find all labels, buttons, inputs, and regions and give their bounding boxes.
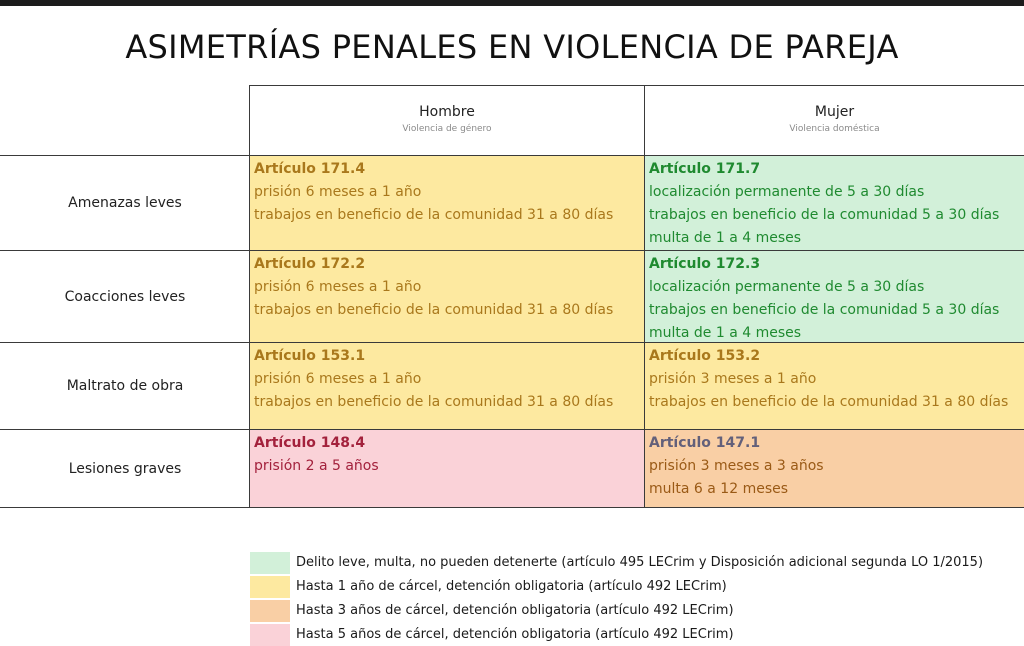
- grid-line: [0, 155, 1024, 156]
- column-header-hombre: [250, 86, 644, 154]
- penalty-line: trabajos en beneficio de la comunidad 31 a 80 días: [254, 302, 614, 318]
- article-label: Artículo 153.1: [254, 348, 366, 364]
- column-header-mujer: [645, 86, 1024, 154]
- page-title: ASIMETRÍAS PENALES EN VIOLENCIA DE PAREJA: [125, 28, 899, 66]
- penalty-line: multa 6 a 12 meses: [649, 481, 789, 497]
- legend-swatch-yellow: [250, 576, 290, 598]
- grid-line: [0, 429, 1024, 430]
- legend-swatch-orange: [250, 600, 290, 622]
- top-border: [0, 0, 1024, 6]
- penalty-line: prisión 6 meses a 1 año: [254, 371, 422, 387]
- article-label: Artículo 172.2: [254, 256, 366, 272]
- legend-text: Hasta 5 años de cárcel, detención obligatoria (artículo 492 LECrim): [296, 627, 734, 642]
- cell-lesiones-mujer: [645, 430, 1024, 507]
- article-label: Artículo 171.4: [254, 161, 366, 177]
- penalty-line: trabajos en beneficio de la comunidad 31 a 80 días: [649, 394, 1009, 410]
- legend-text: Hasta 1 año de cárcel, detención obligatoria (artículo 492 LECrim): [296, 579, 727, 594]
- penalty-line: multa de 1 a 4 meses: [649, 325, 802, 341]
- grid-line: [249, 85, 250, 508]
- column-header-label: Mujer: [814, 104, 855, 120]
- cell-amenazas-hombre: [250, 156, 644, 250]
- column-header-label: Hombre: [419, 104, 475, 120]
- penalty-line: localización permanente de 5 a 30 días: [649, 184, 925, 200]
- legend-text: Hasta 3 años de cárcel, detención obligatoria (artículo 492 LECrim): [296, 603, 734, 618]
- penalty-line: trabajos en beneficio de la comunidad 5 a 30 días: [649, 207, 1000, 223]
- grid-line: [644, 85, 645, 508]
- cell-coacciones-hombre: [250, 251, 644, 342]
- article-label: Artículo 153.2: [649, 348, 761, 364]
- article-label: Artículo 171.7: [649, 161, 761, 177]
- row-label-coacciones: Coacciones leves: [64, 288, 186, 305]
- grid-line: [0, 342, 1024, 343]
- cell-amenazas-mujer: [645, 156, 1024, 250]
- column-header-sublabel: Violencia doméstica: [789, 124, 880, 134]
- cell-coacciones-mujer: [645, 251, 1024, 342]
- row-label-maltrato: Maltrato de obra: [66, 378, 184, 394]
- penalty-line: prisión 3 meses a 1 año: [649, 371, 817, 387]
- cell-lesiones-hombre: [250, 430, 644, 507]
- penalty-line: multa de 1 a 4 meses: [649, 230, 802, 246]
- article-label: Artículo 148.4: [254, 435, 366, 451]
- penalty-line: trabajos en beneficio de la comunidad 5 a 30 días: [649, 302, 1000, 318]
- penalty-line: localización permanente de 5 a 30 días: [649, 279, 925, 295]
- article-label: Artículo 172.3: [649, 256, 761, 272]
- row-label-lesiones: Lesiones graves: [68, 460, 182, 477]
- grid-line: [250, 85, 1024, 86]
- grid-line: [0, 250, 1024, 251]
- penalty-line: trabajos en beneficio de la comunidad 31 a 80 días: [254, 394, 614, 410]
- penalty-line: prisión 3 meses a 3 años: [649, 458, 824, 474]
- legend-swatch-green: [250, 552, 290, 574]
- penalty-line: trabajos en beneficio de la comunidad 31 a 80 días: [254, 207, 614, 223]
- column-header-sublabel: Violencia de género: [402, 124, 492, 134]
- penalty-line: prisión 6 meses a 1 año: [254, 279, 422, 295]
- row-label-amenazas: Amenazas leves: [68, 195, 182, 211]
- cell-maltrato-mujer: [645, 343, 1024, 429]
- legend-text: Delito leve, multa, no pueden detenerte (artículo 495 LECrim y Disposición adicional segunda LO 1/2015): [296, 555, 984, 570]
- article-label: Artículo 147.1: [649, 435, 761, 451]
- cell-maltrato-hombre: [250, 343, 644, 429]
- grid-line: [0, 507, 1024, 508]
- penalty-line: prisión 6 meses a 1 año: [254, 184, 422, 200]
- penalty-line: prisión 2 a 5 años: [254, 458, 379, 474]
- legend-swatch-pink: [250, 624, 290, 646]
